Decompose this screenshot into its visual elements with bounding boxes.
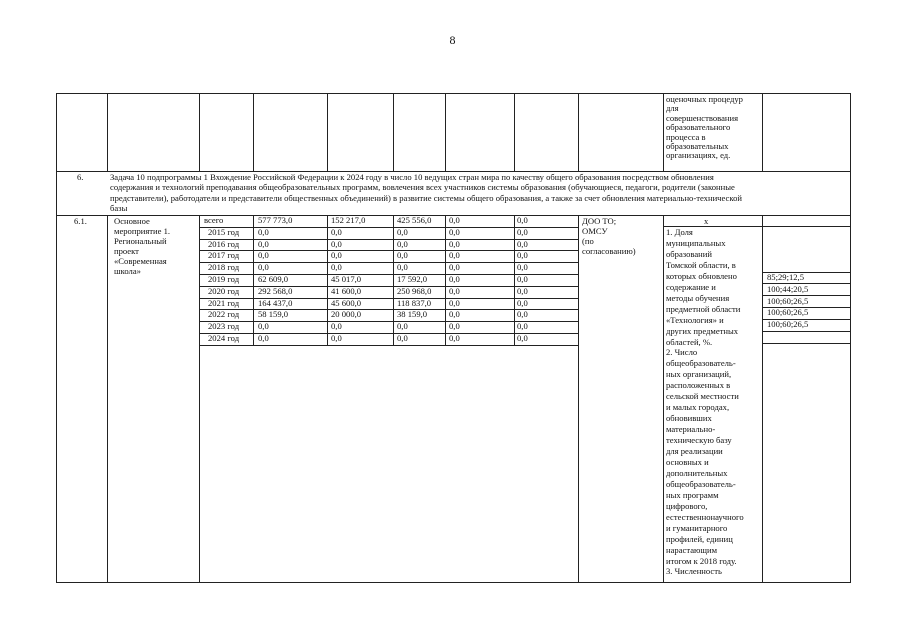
top-indicator-line: образовательных <box>666 141 729 151</box>
task-text-line: представители), работодатели и представители общественных объединений) в развитие системы общего образования, а также за счет обновления материально-технической <box>110 192 742 203</box>
indicator-value: 100;44;20,5 <box>767 283 809 294</box>
finance-col-line <box>393 215 394 345</box>
amount-total: 292 568,0 <box>258 286 293 296</box>
amount-total: 577 773,0 <box>258 215 293 225</box>
amount-other: 0,0 <box>517 333 528 343</box>
top-indicator-line: оценочных процедур <box>666 94 743 104</box>
task-text-line: содержания и технологий преподавания общеобразовательных программ, вовлечения всех участников системы образования (обучающиеся, педагоги, родители (законные <box>110 182 735 193</box>
value-row-line <box>762 331 850 332</box>
amount-local: 0,0 <box>449 333 460 343</box>
amount-federal: 45 600,0 <box>331 298 362 308</box>
amount-local: 0,0 <box>449 298 460 308</box>
year-label: 2020 год <box>208 286 240 296</box>
amount-other: 0,0 <box>517 262 528 272</box>
finance-col-line <box>253 215 254 345</box>
measure-col-line <box>578 215 579 582</box>
amount-local: 0,0 <box>449 215 460 225</box>
indicator-value: 100;60;26,5 <box>767 295 809 306</box>
amount-total: 164 437,0 <box>258 298 293 308</box>
indicator-line: предметной области <box>666 303 741 314</box>
indicator-line: профилей, единиц <box>666 533 733 544</box>
top-row-col-line <box>393 93 394 171</box>
indicator-line: 1. Доля <box>666 227 693 237</box>
executor-line: (по <box>582 235 594 246</box>
amount-total: 0,0 <box>258 239 269 249</box>
task-text-line: Задача 10 подпрограммы 1 Вхождение Российской Федерации к 2024 году в число 10 ведущих стран мира по качеству общего образования посредством обновления <box>110 172 714 182</box>
amount-federal: 0,0 <box>331 227 342 237</box>
amount-regional: 0,0 <box>397 239 408 249</box>
amount-regional: 118 837,0 <box>397 298 432 308</box>
indicator-line: образований <box>666 248 712 259</box>
table-border-bottom <box>56 582 851 583</box>
top-row-col-line <box>578 93 579 171</box>
top-row-col-line <box>445 93 446 171</box>
indicator-line: и гуманитарного <box>666 522 728 533</box>
indicator-line: общеобразователь- <box>666 478 736 489</box>
indicator-value: 100;60;26,5 <box>767 307 809 318</box>
indicator-line: методы обучения <box>666 292 730 303</box>
year-label: 2015 год <box>208 227 240 237</box>
amount-local: 0,0 <box>449 239 460 249</box>
amount-regional: 425 556,0 <box>397 215 432 225</box>
year-label: 2017 год <box>208 250 240 260</box>
indicator-line: техническую базу <box>666 435 732 446</box>
amount-local: 0,0 <box>449 250 460 260</box>
indicator-line: общеобразователь- <box>666 358 736 369</box>
amount-other: 0,0 <box>517 274 528 284</box>
measure-name-line: проект <box>114 245 139 256</box>
amount-local: 0,0 <box>449 309 460 319</box>
indicator-line: дополнительных <box>666 467 728 478</box>
top-row-col-line <box>327 93 328 171</box>
measure-name-line: Основное <box>114 216 150 226</box>
amount-total: 58 159,0 <box>258 309 289 319</box>
year-label: 2018 год <box>208 262 240 272</box>
finance-col-line <box>514 215 515 345</box>
indicator-line: естественнонаучного <box>666 511 744 522</box>
measure-name-line: школа» <box>114 265 141 276</box>
top-indicator-line: для <box>666 103 679 114</box>
executor-line: ОМСУ <box>582 225 608 236</box>
indicator-line: для реализации <box>666 446 723 456</box>
measure-name-line: Региональный <box>114 235 167 246</box>
measure-col-line <box>107 215 108 582</box>
amount-other: 0,0 <box>517 239 528 249</box>
finance-col-line <box>327 215 328 345</box>
indicator-value: 100;60;26,5 <box>767 319 809 330</box>
amount-local: 0,0 <box>449 262 460 272</box>
indicator-line: расположенных в <box>666 380 731 391</box>
indicator-line: областей, %. <box>666 336 713 347</box>
finance-col-line <box>445 215 446 345</box>
top-row-col-line <box>762 93 763 171</box>
amount-federal: 41 600,0 <box>331 286 362 296</box>
indicator-line: основных и <box>666 456 709 467</box>
amount-local: 0,0 <box>449 227 460 237</box>
executor-line: согласованию) <box>582 245 636 256</box>
amount-other: 0,0 <box>517 298 528 308</box>
amount-federal: 0,0 <box>331 250 342 260</box>
executor-line: ДОО ТО; <box>582 216 617 226</box>
amount-regional: 250 968,0 <box>397 286 432 296</box>
amount-federal: 0,0 <box>331 321 342 331</box>
top-indicator-line: образовательного <box>666 122 731 133</box>
amount-other: 0,0 <box>517 286 528 296</box>
indicator-line: цифрового, <box>666 500 708 511</box>
amount-federal: 0,0 <box>331 333 342 343</box>
amount-other: 0,0 <box>517 215 528 225</box>
top-row-col-line <box>514 93 515 171</box>
indicator-line: «Технология» и <box>666 314 724 325</box>
indicator-line: которых обновлено <box>666 270 737 281</box>
amount-regional: 0,0 <box>397 333 408 343</box>
amount-local: 0,0 <box>449 321 460 331</box>
measure-col-line <box>762 215 763 582</box>
x-mark: x <box>704 216 709 226</box>
indicator-line: содержание и <box>666 281 716 292</box>
amount-total: 0,0 <box>258 321 269 331</box>
amount-other: 0,0 <box>517 227 528 237</box>
amount-other: 0,0 <box>517 250 528 260</box>
indicator-line: нарастающим <box>666 544 718 555</box>
year-label: 2019 год <box>208 274 240 284</box>
indicator-line: ных организаций, <box>666 369 732 380</box>
amount-regional: 38 159,0 <box>397 309 428 319</box>
top-row-col-line <box>663 93 664 171</box>
amount-regional: 17 592,0 <box>397 274 428 284</box>
amount-regional: 0,0 <box>397 250 408 260</box>
task-number: 6. <box>77 172 84 182</box>
measure-name-line: «Современная <box>114 255 167 266</box>
indicator-line: итогом к 2018 году. <box>666 555 737 566</box>
top-row-col-line <box>199 93 200 171</box>
amount-total: 0,0 <box>258 333 269 343</box>
amount-other: 0,0 <box>517 309 528 319</box>
table-border-right <box>850 93 851 583</box>
amount-federal: 20 000,0 <box>331 309 362 319</box>
indicator-line: и малых городах, <box>666 402 730 413</box>
indicator-line: сельской местности <box>666 391 739 402</box>
top-indicator-line: совершенствования <box>666 112 739 123</box>
amount-federal: 45 017,0 <box>331 274 362 284</box>
indicator-line: Томской области, в <box>666 259 736 270</box>
year-row-line <box>199 345 578 346</box>
year-label: 2024 год <box>208 333 240 343</box>
amount-local: 0,0 <box>449 274 460 284</box>
top-indicator-line: организациях, ед. <box>666 150 731 161</box>
indicator-line: 3. Численность <box>666 566 722 577</box>
task-text-line: базы <box>110 202 128 213</box>
year-label: 2021 год <box>208 298 240 308</box>
measure-col-line <box>663 215 664 582</box>
top-row-col-line <box>107 93 108 171</box>
amount-total: 62 609,0 <box>258 274 289 284</box>
indicator-value: 85;29;12,5 <box>767 272 805 282</box>
measure-name-line: мероприятие 1. <box>114 225 171 236</box>
indicator-line: обновивших <box>666 413 712 424</box>
indicator-line: других предметных <box>666 325 739 336</box>
amount-federal: 0,0 <box>331 262 342 272</box>
amount-regional: 0,0 <box>397 227 408 237</box>
measure-col-line <box>199 215 200 582</box>
indicator-line: ных программ <box>666 489 719 500</box>
value-row-line <box>762 343 850 344</box>
amount-federal: 152 217,0 <box>331 215 366 225</box>
amount-total: 0,0 <box>258 262 269 272</box>
indicator-line: муниципальных <box>666 237 726 248</box>
table-border-left <box>56 93 57 582</box>
amount-regional: 0,0 <box>397 321 408 331</box>
year-label: 2022 год <box>208 309 240 319</box>
amount-local: 0,0 <box>449 286 460 296</box>
amount-federal: 0,0 <box>331 239 342 249</box>
amount-total: 0,0 <box>258 250 269 260</box>
top-indicator-line: процесса в <box>666 131 706 142</box>
year-label: 2016 год <box>208 239 240 249</box>
year-label: 2023 год <box>208 321 240 331</box>
measure-number: 6.1. <box>74 216 87 226</box>
top-row-col-line <box>253 93 254 171</box>
indicator-line: материально- <box>666 424 716 435</box>
amount-regional: 0,0 <box>397 262 408 272</box>
page-number: 8 <box>449 33 456 47</box>
amount-total: 0,0 <box>258 227 269 237</box>
indicator-line: 2. Число <box>666 347 698 358</box>
amount-other: 0,0 <box>517 321 528 331</box>
year-label: всего <box>204 215 224 225</box>
